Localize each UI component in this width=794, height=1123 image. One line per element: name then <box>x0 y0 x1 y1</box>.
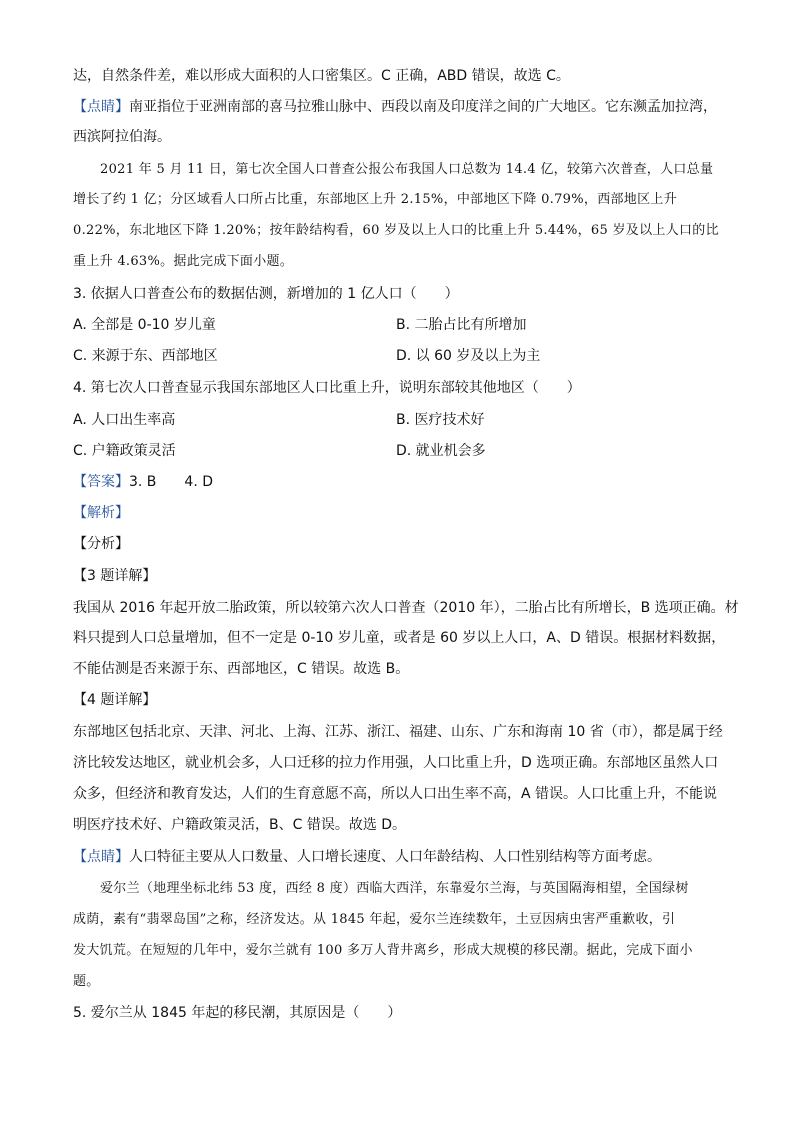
option-d: D. 以 60 岁及以上为主 <box>396 348 541 364</box>
option-c: C. 户籍政策灵活 <box>73 443 176 459</box>
q4-detail-heading: 【4 题详解】 <box>73 692 157 708</box>
material-line: 发大饥荒。在短短的几年中，爱尔兰就有 100 多万人背井离乡，形成大规模的移民潮。据此，完成下面小 <box>73 943 693 958</box>
answer-tag: 【答案】 <box>73 474 129 490</box>
tip-text: 人口特征主要从人口数量、人口增长速度、人口年龄结构、人口性别结构等方面考虑。 <box>129 849 661 865</box>
option-b: B. 二胎占比有所增加 <box>396 317 527 333</box>
option-a: A. 人口出生率高 <box>73 412 176 428</box>
option-c: C. 来源于东、西部地区 <box>73 348 218 364</box>
text-line: 不能估测是否来源于东、西部地区，C 错误。故选 B。 <box>73 661 410 677</box>
tip-tag: 【点睛】 <box>73 849 129 865</box>
options-row <box>73 346 723 366</box>
option-a: A. 全部是 0-10 岁儿童 <box>73 317 216 333</box>
text-line: 东部地区包括北京、天津、河北、上海、江苏、浙江、福建、山东、广东和海南 10 省（市），都是属于经 <box>73 724 723 740</box>
option-d: D. 就业机会多 <box>396 443 486 459</box>
material-line: 题。 <box>73 974 100 989</box>
text-line: 我国从 2016 年起开放二胎政策，所以较第六次人口普查（2010 年），二胎占比有所增长，B 选项正确。材 <box>73 600 739 616</box>
tip-line <box>73 847 723 867</box>
text-line: 料只提到人口总量增加，但不一定是 0-10 岁儿童，或者是 60 岁以上人口，A、D 错误。根据材料数据， <box>73 630 726 646</box>
material-line: 爱尔兰（地理坐标北纬 53 度，西经 8 度）西临大西洋，东靠爱尔兰海，与英国隔海相望，全国绿树 <box>100 881 689 896</box>
q3-detail-heading: 【3 题详解】 <box>73 568 157 584</box>
material-line: 0.22%，东北地区下降 1.20%；按年龄结构看，60 岁及以上人口的比重上升 5.44%，65 岁及以上人口的比 <box>73 223 719 238</box>
question-4: 4. 第七次人口普查显示我国东部地区人口比重上升，说明东部较其他地区（ ） <box>73 380 581 396</box>
text-line: 西滨阿拉伯海。 <box>73 129 171 145</box>
tip-text: 南亚指位于亚洲南部的喜马拉雅山脉中、西段以南及印度洋之间的广大地区。它东濒孟加拉湾， <box>129 99 717 115</box>
material-line: 重上升 4.63%。据此完成下面小题。 <box>73 254 294 269</box>
analysis-heading: 【解析】 <box>73 505 129 521</box>
text-line: 济比较发达地区，就业机会多，人口迁移的拉力作用强，人口比重上升，D 选项正确。东部地区虽然人口 <box>73 755 719 771</box>
text-line: 明医疗技术好、户籍政策灵活，B、C 错误。故选 D。 <box>73 817 407 833</box>
text-line: 众多，但经济和教育发达，人们的生育意愿不高，所以人口出生率不高，A 错误。人口比重上升，不能说 <box>73 786 718 802</box>
tip-tag: 【点睛】 <box>73 99 129 115</box>
tip-line <box>73 97 723 117</box>
material-line: 2021 年 5 月 11 日，第七次全国人口普查公报公布我国人口总数为 14.4 亿，较第六次普查，人口总量 <box>100 162 714 177</box>
answer-text: 3. B 4. D <box>129 474 213 490</box>
text-line: 达，自然条件差，难以形成大面积的人口密集区。C 正确，ABD 错误，故选 C。 <box>73 68 570 84</box>
answer-line <box>73 472 723 492</box>
question-3: 3. 依据人口普查公布的数据估测，新增加的 1 亿人口（ ） <box>73 286 459 302</box>
options-row <box>73 441 723 461</box>
question-5: 5. 爱尔兰从 1845 年起的移民潮，其原因是（ ） <box>73 1005 402 1021</box>
fenxi-heading: 【分析】 <box>73 536 129 552</box>
options-row <box>73 410 723 430</box>
material-line: 增长了约 1 亿；分区域看人口所占比重，东部地区上升 2.15%，中部地区下降 0.79%，西部地区上升 <box>73 192 677 207</box>
options-row <box>73 315 723 335</box>
option-b: B. 医疗技术好 <box>396 412 485 428</box>
material-line: 成荫，素有“翡翠岛国”之称，经济发达。从 1845 年起，爱尔兰连续数年，土豆因病虫害严重歉收，引 <box>73 912 676 927</box>
